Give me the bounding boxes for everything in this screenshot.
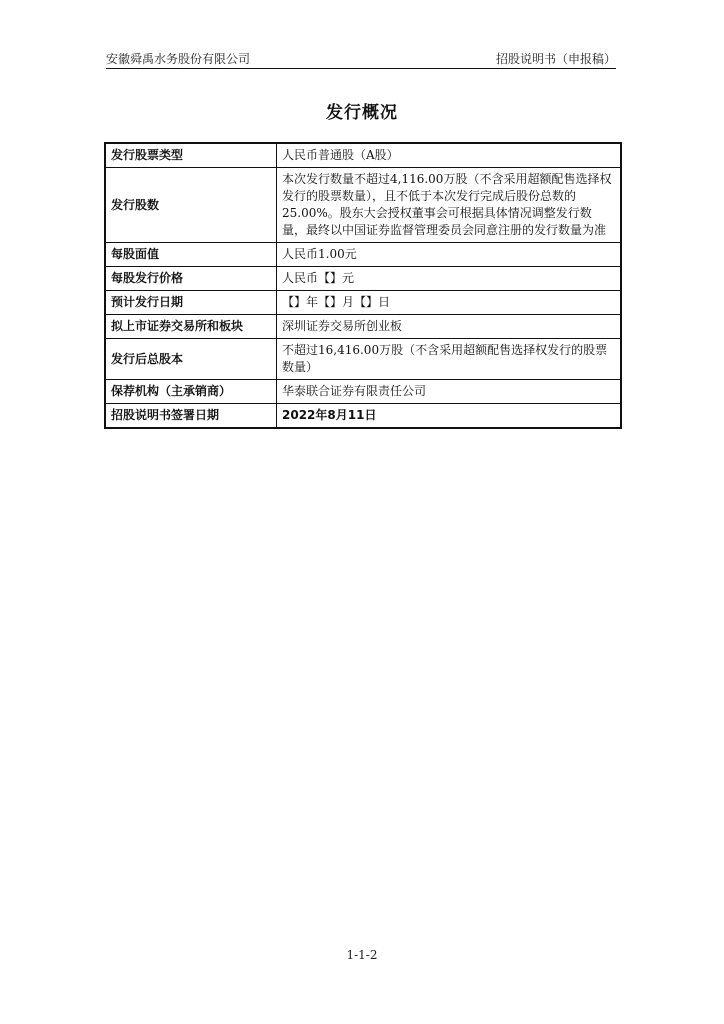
header-divider bbox=[106, 68, 616, 69]
table-row bbox=[105, 339, 621, 380]
row-value: 2022年8月11日 bbox=[277, 404, 622, 429]
row-label: 每股面值 bbox=[105, 243, 277, 267]
row-value: 【】年【】月【】日 bbox=[277, 291, 622, 315]
row-label: 预计发行日期 bbox=[105, 291, 277, 315]
table-row bbox=[105, 315, 621, 339]
table-row bbox=[105, 267, 621, 291]
header-company-name: 安徽舜禹水务股份有限公司 bbox=[106, 52, 251, 66]
row-value: 人民币普通股（A股） bbox=[277, 143, 622, 168]
row-value: 本次发行数量不超过4,116.00万股（不含采用超额配售选择权发行的股票数量），且不低于本次发行完成后股份总数的25.00%。股东大会授权董事会可根据具体情况调整发行数量，最终以中国证券监督管理委员会同意注册的发行数量为准 bbox=[277, 168, 622, 243]
row-label: 每股发行价格 bbox=[105, 267, 277, 291]
row-value: 深圳证券交易所创业板 bbox=[277, 315, 622, 339]
row-value: 人民币1.00元 bbox=[277, 243, 622, 267]
row-label: 拟上市证券交易所和板块 bbox=[105, 315, 277, 339]
table-row bbox=[105, 404, 621, 429]
row-label: 招股说明书签署日期 bbox=[105, 404, 277, 429]
table-row bbox=[105, 143, 621, 168]
table-row bbox=[105, 380, 621, 404]
page-header bbox=[106, 50, 616, 68]
row-value: 不超过16,416.00万股（不含采用超额配售选择权发行的股票数量） bbox=[277, 339, 622, 380]
table-row bbox=[105, 243, 621, 267]
header-document-type: 招股说明书（申报稿） bbox=[495, 52, 616, 66]
page-title: 发行概况 bbox=[326, 103, 398, 123]
row-value: 人民币【】元 bbox=[277, 267, 622, 291]
table-row bbox=[105, 291, 621, 315]
row-label: 发行后总股本 bbox=[105, 339, 277, 380]
offering-overview-table bbox=[104, 142, 622, 429]
row-label: 发行股票类型 bbox=[105, 143, 277, 168]
row-label: 发行股数 bbox=[105, 168, 277, 243]
row-value: 华泰联合证券有限责任公司 bbox=[277, 380, 622, 404]
table-row bbox=[105, 168, 621, 243]
page-number: 1-1-2 bbox=[346, 948, 378, 962]
row-label: 保荐机构（主承销商） bbox=[105, 380, 277, 404]
